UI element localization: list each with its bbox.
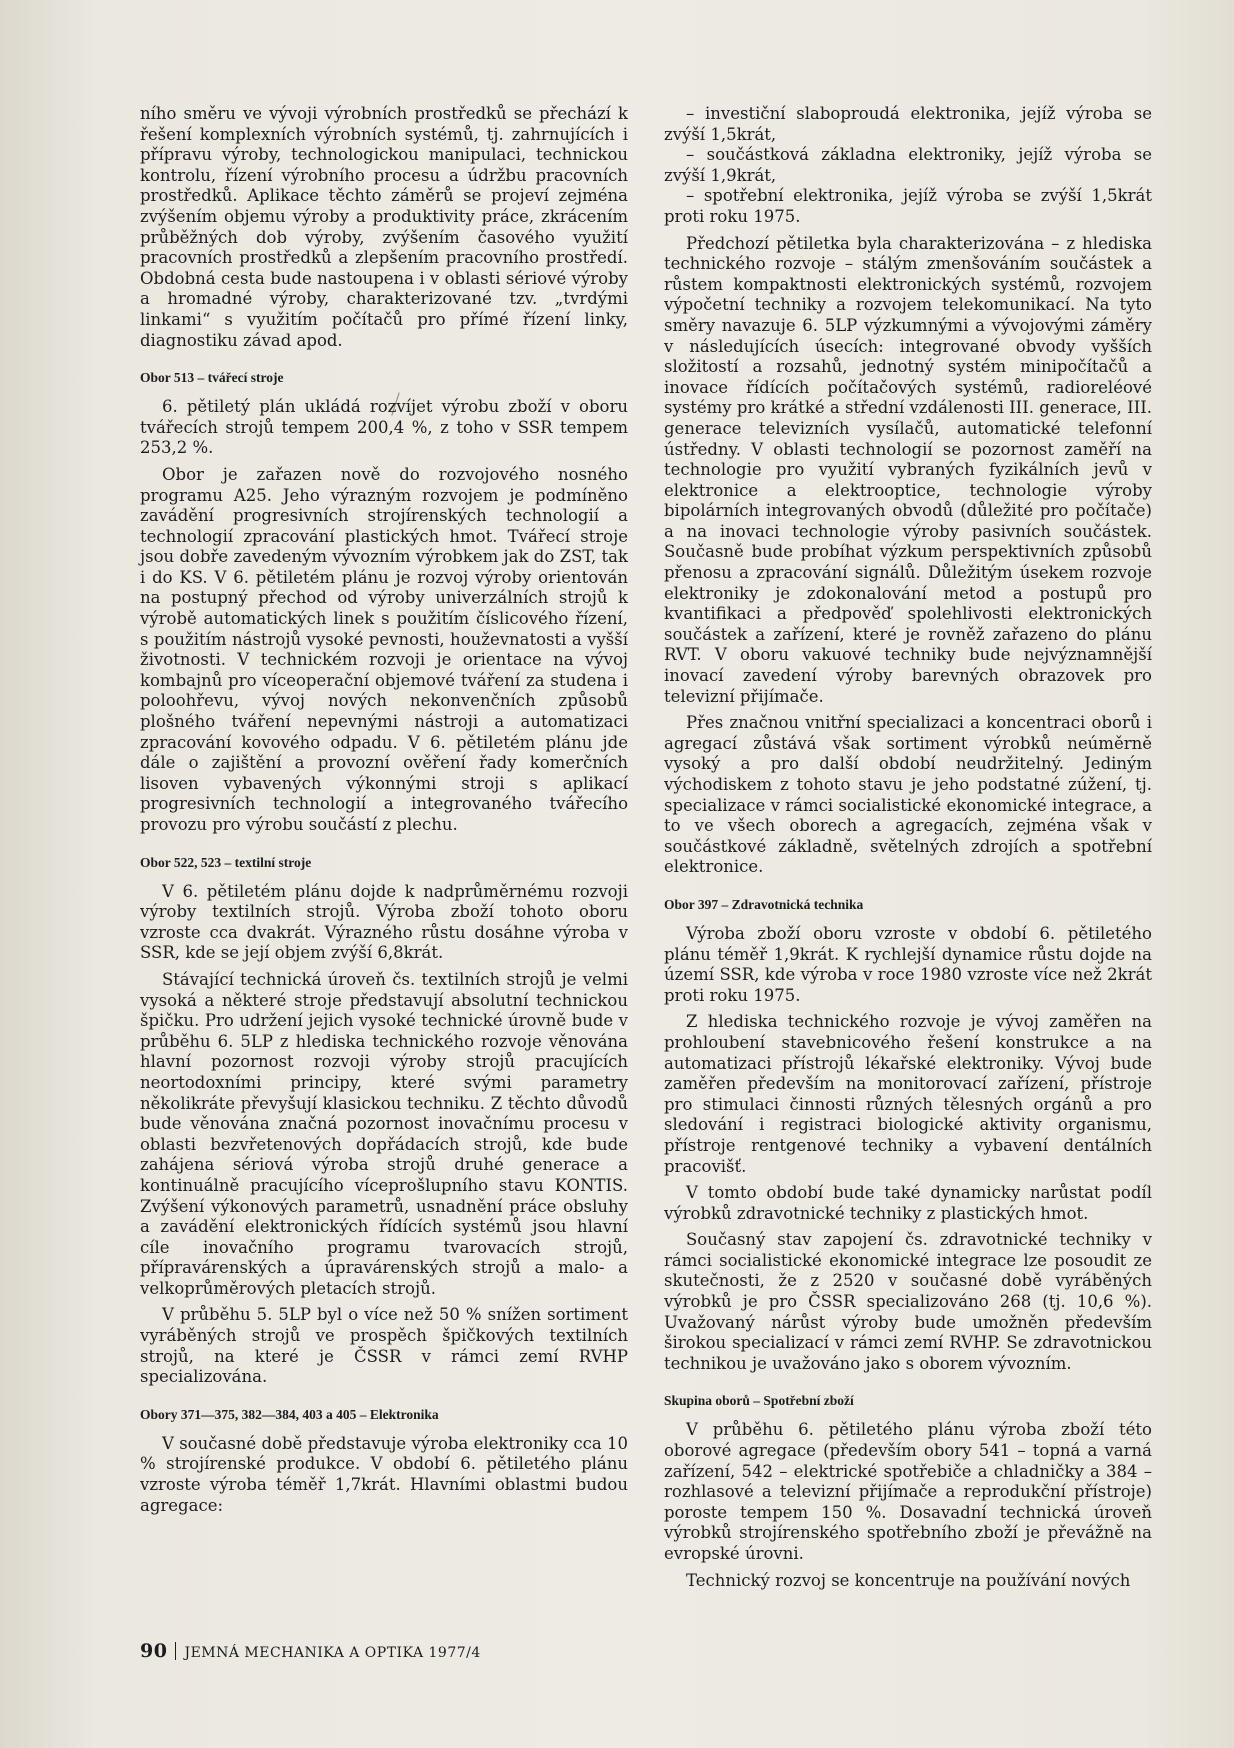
page-number: 90 <box>140 1640 168 1662</box>
paragraph: Současný stav zapojení čs. zdravotnické techniky v rámci socialistické ekonomické integrace lze posoudit ze skutečnosti, že z 2520 v současné době vyráběných výrobků je pro ČSSR specializováno 268 (tj. 10,6 %). Uvažovaný nárůst výroby bude umožněn především širokou specializací v rámci zemí RVHP. Se zdravotnickou technikou je uvažováno jako s oborem vývozním. <box>664 1230 1152 1373</box>
left-column <box>140 104 628 1522</box>
section-heading: Obor 513 – tvářecí stroje <box>140 370 284 386</box>
paragraph: Stávající technická úroveň čs. textilních strojů je velmi vysoká a některé stroje představují absolutní technickou špičku. Pro udržení jejich vysoké technické úrovně bude v průběhu 6. 5LP z hlediska technického rozvoje věnována hlavní pozornost rozvoji výroby strojů pracujících neortodoxními principy, které svými parametry několikráte převyšují klasickou techniku. Z těchto důvodů bude věnována značná pozornost inovačnímu procesu v oblasti bezvřetenových dopřádacích strojů, kde bude zahájena sériová výroba strojů druhé generace a kontinuálně pracujícího víceprošlupního stavu KONTIS. Zvýšení výkonových parametrů, usnadnění práce obsluhy a zavádění elektronických řídících systémů jsou hlavní cíle inovačního programu tvarovacích strojů, přípravárenských a úpravárenských strojů a malo- a velkoprůměrových pletacích strojů. <box>140 969 628 1298</box>
paragraph: ního směru ve vývoji výrobních prostředků se přechází k řešení komplexních výrobních systémů, tj. zahrnujících i přípravu výroby, technologickou manipulaci, technickou kontrolu, řízení výrobního procesu a údržbu pracovních prostředků. Aplikace těchto záměrů se projeví zejména zvýšením objemu výroby a produktivity práce, zkrácením průběžných dob výroby, zvýšením časového využití pracovních prostředků a zlepšením pracovního prostředí. Obdobná cesta bude nastoupena i v oblasti sériové výroby a hromadné výroby, charakterizované tzv. „tvrdými linkami“ s využitím počítačů pro přímé řízení linky, diagnostiku závad apod. <box>140 104 628 350</box>
section-heading: Obor 522, 523 – textilní stroje <box>140 854 312 870</box>
paragraph: Výroba zboží oboru vzroste v období 6. pětiletého plánu téměř 1,9krát. K rychlejší dynamice růstu dojde na území SSR, kde výroba v roce 1980 vzroste více než 2krát proti roku 1975. <box>664 923 1152 1005</box>
right-column <box>664 104 1152 1597</box>
paragraph: V současné době představuje výroba elektroniky cca 10 % strojírenské produkce. V období 6. pětiletého plánu vzroste výroba téměř 1,7krát. Hlavními oblastmi budou agregace: <box>140 1433 628 1515</box>
list-item: – součástková základna elektroniky, jejíž výroba se zvýší 1,9krát, <box>664 145 1152 185</box>
paragraph: V průběhu 6. pětiletého plánu výroba zboží této oborové agregace (především obory 541 – topná a varná zařízení, 542 – elektrické spotřebiče a chladničky a 384 – rozhlasové a televizní přijímače a reprodukční přístroje) poroste tempem 150 %. Dosavadní technická úroveň výrobků strojírenského spotřebního zboží je převážně na evropské úrovni. <box>664 1420 1152 1563</box>
list-item: – spotřební elektronika, jejíž výroba se zvýší 1,5krát proti roku 1975. <box>664 186 1152 226</box>
journal-name: JEMNÁ MECHANIKA A OPTIKA 1977/4 <box>184 1645 481 1661</box>
paragraph: V průběhu 5. 5LP byl o více než 50 % snížen sortiment vyráběných strojů ve prospěch špičkových textilních strojů, na které je ČSSR v rámci zemí RVHP specializována. <box>140 1305 628 1387</box>
list-item: – investiční slaboproudá elektronika, jejíž výroba se zvýší 1,5krát, <box>664 104 1152 144</box>
section-heading: Obor 397 – Zdravotnická technika <box>664 896 864 912</box>
paragraph: V tomto období bude také dynamicky narůstat podíl výrobků zdravotnické techniky z plastických hmot. <box>664 1183 1152 1223</box>
paragraph: Předchozí pětiletka byla charakterizována – z hlediska technického rozvoje – stálým zmenšováním součástek a růstem kompaktnosti elektronických systémů, rozvojem výpočetní techniky a rozvojem telekomunikací. Na tyto směry navazuje 6. 5LP výzkumnými a vývojovými záměry v následujících úsecích: integrované obvody vyšších složitostí a rozsahů, jednotný systém minipočítačů a inovace řídících počítačových systémů, radioreléové systémy pro krátké a střední vzdálenosti III. generace, III. generace televizních vysílačů, automatické telefonní ústředny. V oblasti technologií se pozornost zaměří na technologie pro využití vybraných fyzikálních jevů v elektronice a elektrooptice, technologie výroby bipolárních integrovaných obvodů (důležité pro počítače) a na inovaci technologie výroby pasivních součástek. Současně bude probíhat výzkum perspektivních způsobů přenosu a zpracování signálů. Důležitým úsekem rozvoje elektroniky je zdokonalování metod a postupů pro kvantifikaci a předpověď spolehlivosti elektronických součástek a zařízení, které je rovněž zařazeno do plánu RVT. V oboru vakuové techniky bude nejvýznamnější inovací zavedení výroby barevných obrazovek pro televizní přijímače. <box>664 233 1152 706</box>
section-heading: Skupina oborů – Spotřební zboží <box>664 1393 854 1409</box>
paragraph: Z hlediska technického rozvoje je vývoj zaměřen na prohloubení stavebnicového řešení konstrukce a na automatizaci přístrojů lékařské elektroniky. Vývoj bude zaměřen především na monitorovací zařízení, přístroje pro stimulaci činnosti různých tělesných orgánů a pro sledování i registraci biologické aktivity organismu, přístroje rentgenové techniky a vybavení dentálních pracovišť. <box>664 1012 1152 1176</box>
paragraph: Obor je zařazen nově do rozvojového nosného programu A25. Jeho výrazným rozvojem je podmíněno zavádění progresivních strojírenských technologií a technologií zpracování plastických hmot. Tvářecí stroje jsou dobře zavedeným vývozním výrobkem jak do ZST, tak i do KS. V 6. pětiletém plánu je rozvoj výroby orientován na postupný přechod od výroby univerzálních strojů k výrobě automatických linek s použitím číslicového řízení, s použitím nástrojů vysoké pevnosti, houževnatosti a vyšší životnosti. V technickém rozvoji je orientace na vývoj kombajnů pro víceoperační objemové tváření za studena i poloohřevu, vývoj nových nekonvenčních způsobů plošného tváření nepevnými nástroji a automatizaci zpracování kovového odpadu. V 6. pětiletém plánu jde dále o zajištění a provozní ověření řady komerčních lisoven vybavených výkonnými stroji s aplikací progresivních technologií a integrovaného tvářecího provozu pro výrobu součástí z plechu. <box>140 464 628 834</box>
page-footer <box>140 1640 481 1662</box>
footer-divider <box>175 1642 176 1660</box>
paragraph: Přes značnou vnitřní specializaci a koncentraci oborů i agregací zůstává však sortiment výrobků neúměrně vysoký a pro další období neudržitelný. Jediným východiskem z tohoto stavu je jeho podstatné zúžení, tj. specializace v rámci socialistické ekonomické integrace, a to ve všech oborech a agregacích, zejména však v součástkové základně, světelných zdrojích a spotřební elektronice. <box>664 713 1152 877</box>
paragraph: V 6. pětiletém plánu dojde k nadprůměrnému rozvoji výroby textilních strojů. Výroba zboží tohoto oboru vzroste cca dvakrát. Výrazného růstu dosáhne výroba v SSR, kde se její objem zvýší 6,8krát. <box>140 881 628 963</box>
paragraph: Technický rozvoj se koncentruje na používání nových <box>686 1570 1131 1590</box>
section-heading: Obory 371—375, 382—384, 403 a 405 – Elektronika <box>140 1406 439 1422</box>
paragraph: 6. pětiletý plán ukládá rozvíjet výrobu zboží v oboru tvářecích strojů tempem 200,4 %, z toho v SSR tempem 253,2 %. <box>140 397 628 458</box>
